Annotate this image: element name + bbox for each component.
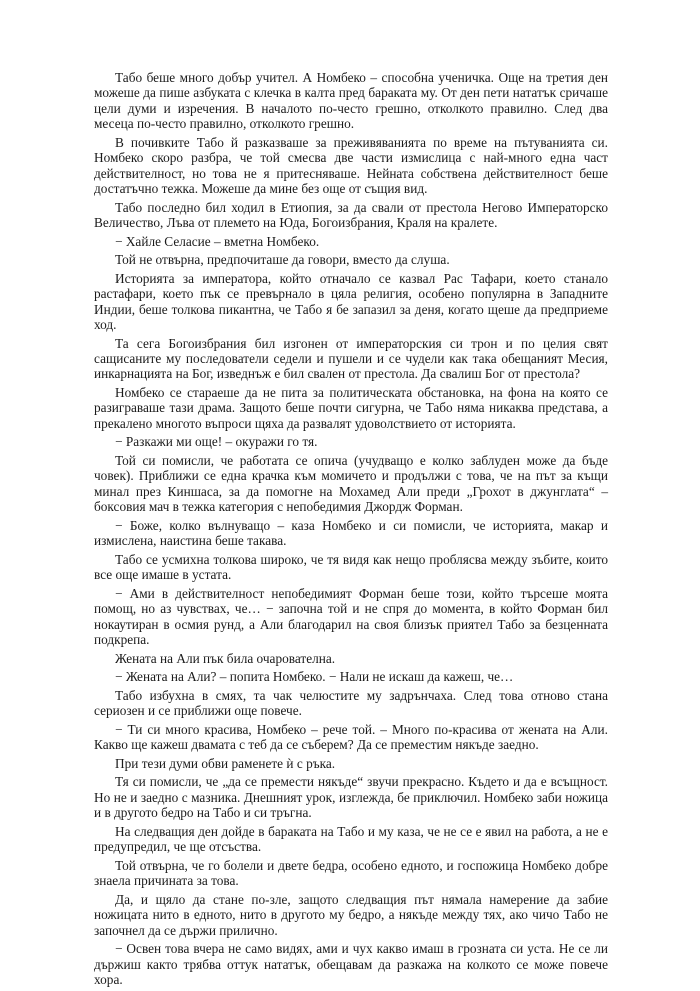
paragraph: Да, и щяло да стане по-зле, защото следващия път нямала намерение да забие ножицата нито в едното, нито в другото му бедро, а някъде между тях, ако чичо Табо не започнел да се държи прилично. — [94, 891, 608, 938]
paragraph: Той отвърна, че го болели и двете бедра, особено едното, и госпожица Номбеко добре знаела причината за това. — [94, 857, 608, 889]
paragraph: Табо беше много добър учител. А Номбеко – способна ученичка. Още на третия ден можеше да пише азбуката с клечка в калта пред бараката му. От ден пети нататък сричаше цели думи и изречения. В началото по-често грешно, отколкото правилно. След два месеца по-често правилно, отколкото грешно. — [94, 70, 608, 132]
paragraph: − Ти си много красива, Номбеко – рече той. – Много по-красива от жената на Али. Какво ще кажеш двамата с теб да се съберем? Да се преместим някъде заедно. — [94, 721, 608, 753]
paragraph: − Освен това вчера не само видях, ами и чух какво имаш в грозната си уста. Не се ли държиш както трябва оттук нататък, обещавам да разкажа на колкото се може повече хора. — [94, 941, 608, 988]
paragraph: Та сега Богоизбрания бил изгонен от императорския си трон и по целия свят сащисаните му последователи седели и пушели и се чудели как така обещаният Месия, инкарнацията на Бог, изведнъж е бил свален от престола. Да свалиш Бог от престола? — [94, 335, 608, 382]
paragraph: Табо последно бил ходил в Етиопия, за да свали от престола Негово Императорско Величество, Лъва от племето на Юда, Богоизбрания, Краля на кралете. — [94, 199, 608, 231]
paragraph: Историята за императора, който отначало се казвал Рас Тафари, което станало растафари, което пък се превърнало в цяла религия, особено популярна в Западните Индии, беше толкова пикантна, че Табо я бе запазил за деня, когато щеше да предприеме ход. — [94, 270, 608, 333]
paragraph: При тези думи обви раменете ѝ с ръка. — [115, 755, 336, 771]
paragraph: Табо избухна в смях, та чак челюстите му задрънчаха. След това отново стана сериозен и се приближи още повече. — [94, 687, 608, 719]
paragraph: В почивките Табо й разказваше за преживяванията по време на пътуванията си. Номбеко скоро разбра, че той смесва две части измислица с най-много една част действителност, но това не я притесняваше. Нейната собствена действителност беше достатъчно тежка. Можеше да мине без още от същия вид. — [94, 134, 608, 197]
paragraph: Той не отвърна, предпочиташе да говори, вместо да слуша. — [115, 252, 450, 268]
paragraph: − Разкажи ми още! – окуражи го тя. — [115, 434, 318, 450]
paragraph: − Ами в действителност непобедимият Форман беше този, който търсеше моята помощ, но аз чувствах, че… − започна той и не спря до момента, в който Форман бил нокаутиран в осмия рунд, а Али благодарил на своя близък приятел Табо за безценната подкрепа. — [94, 585, 608, 648]
paragraph: Жената на Али пък била очарователна. — [115, 650, 336, 666]
paragraph: − Хайле Селасие – вметна Номбеко. — [115, 233, 320, 249]
paragraph: Тя си помисли, че „да се премести някъде“ звучи прекрасно. Където и да е всъщност. Но не и заедно с мазника. Днешният урок, изглежда, бе приключил. Номбеко заби ножица и в другото бедро на Табо и си тръгна. — [94, 774, 608, 821]
paragraph: На следващия ден дойде в бараката на Табо и му каза, че не се е явил на работа, а не е предупредил, че ще отсъства. — [94, 823, 608, 855]
paragraph: Той си помисли, че работата се опича (учудващо е колко заблуден може да бъде човек). Приближи се една крачка към момичето и продължи с това, че на път за къщи минал през Киншаса, за да помогне на Мохамед Али преди „Грохот в джунглата“ – боксовия мач в тежка категория с непобедимия Джордж Форман. — [94, 453, 608, 515]
paragraph: Номбеко се стараеше да не пита за политическата обстановка, на фона на която се разиграваше тази драма. Защото беше почти сигурна, че Табо няма никаква представа, а прекалено многото въпроси щяха да развалят удоволствието от историята. — [94, 385, 608, 431]
paragraph: − Боже, колко вълнуващо – каза Номбеко и си помисли, че историята, макар и измислена, наистина беше такава. — [94, 517, 608, 549]
paragraph: Табо се усмихна толкова широко, че тя видя как нещо проблясва между зъбите, които все още имаше в устата. — [94, 551, 608, 583]
paragraph: − Жената на Али? – попита Номбеко. − Нали не искаш да кажеш, че… — [115, 669, 514, 685]
body-text — [94, 70, 608, 991]
